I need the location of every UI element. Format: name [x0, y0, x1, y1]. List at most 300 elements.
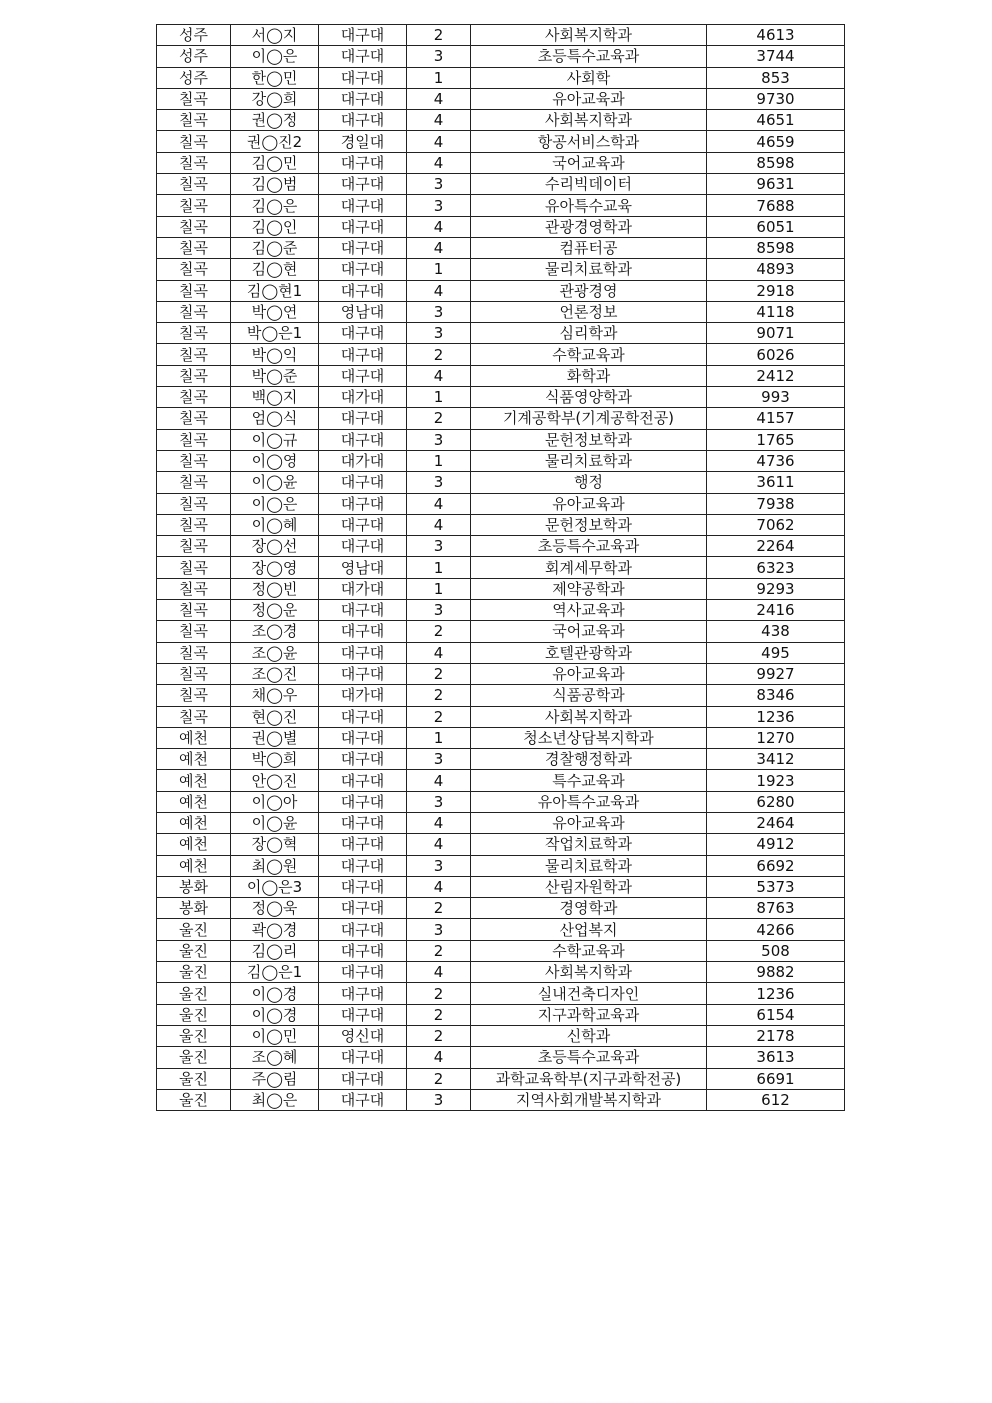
- university-cell: 대구대: [319, 88, 407, 109]
- department-cell: 행정: [471, 472, 707, 493]
- scholarship-list-sheet: [156, 24, 845, 1111]
- name-cell: 김◯현: [231, 259, 319, 280]
- department-cell: 화학과: [471, 365, 707, 386]
- name-cell: 정◯빈: [231, 578, 319, 599]
- department-cell: 지구과학교육과: [471, 1004, 707, 1025]
- region-cell: 성주: [157, 25, 231, 46]
- name-cell: 이◯규: [231, 429, 319, 450]
- table-row: [157, 578, 845, 599]
- region-cell: 예천: [157, 749, 231, 770]
- number-cell: 2416: [707, 600, 845, 621]
- name-cell: 이◯경: [231, 983, 319, 1004]
- department-cell: 물리치료학과: [471, 855, 707, 876]
- department-cell: 청소년상담복지학과: [471, 727, 707, 748]
- name-cell: 조◯진: [231, 663, 319, 684]
- region-cell: 칠곡: [157, 642, 231, 663]
- table-row: [157, 237, 845, 258]
- department-cell: 산림자원학과: [471, 876, 707, 897]
- department-cell: 기계공학부(기계공학전공): [471, 408, 707, 429]
- name-cell: 이◯영: [231, 450, 319, 471]
- name-cell: 박◯은1: [231, 323, 319, 344]
- university-cell: 영남대: [319, 557, 407, 578]
- university-cell: 대구대: [319, 195, 407, 216]
- grade-cell: 3: [407, 301, 471, 322]
- grade-cell: 3: [407, 749, 471, 770]
- department-cell: 실내건축디자인: [471, 983, 707, 1004]
- name-cell: 박◯연: [231, 301, 319, 322]
- grade-cell: 3: [407, 323, 471, 344]
- grade-cell: 4: [407, 876, 471, 897]
- university-cell: 대구대: [319, 429, 407, 450]
- grade-cell: 1: [407, 450, 471, 471]
- university-cell: 대구대: [319, 280, 407, 301]
- university-cell: 대가대: [319, 578, 407, 599]
- university-cell: 대구대: [319, 1068, 407, 1089]
- region-cell: 울진: [157, 1025, 231, 1046]
- name-cell: 김◯인: [231, 216, 319, 237]
- name-cell: 곽◯경: [231, 919, 319, 940]
- number-cell: 4266: [707, 919, 845, 940]
- region-cell: 칠곡: [157, 706, 231, 727]
- number-cell: 6280: [707, 791, 845, 812]
- table-row: [157, 152, 845, 173]
- university-cell: 대구대: [319, 237, 407, 258]
- department-cell: 사회학: [471, 67, 707, 88]
- table-row: [157, 898, 845, 919]
- department-cell: 작업치료학과: [471, 834, 707, 855]
- number-cell: 7938: [707, 493, 845, 514]
- number-cell: 3744: [707, 46, 845, 67]
- university-cell: 대구대: [319, 536, 407, 557]
- table-row: [157, 493, 845, 514]
- grade-cell: 1: [407, 557, 471, 578]
- table-row: [157, 472, 845, 493]
- name-cell: 채◯우: [231, 685, 319, 706]
- region-cell: 울진: [157, 983, 231, 1004]
- grade-cell: 1: [407, 387, 471, 408]
- department-cell: 유아교육과: [471, 493, 707, 514]
- grade-cell: 4: [407, 812, 471, 833]
- region-cell: 칠곡: [157, 493, 231, 514]
- name-cell: 이◯은: [231, 493, 319, 514]
- region-cell: 예천: [157, 770, 231, 791]
- region-cell: 예천: [157, 791, 231, 812]
- name-cell: 정◯욱: [231, 898, 319, 919]
- number-cell: 612: [707, 1089, 845, 1110]
- grade-cell: 4: [407, 834, 471, 855]
- region-cell: 성주: [157, 46, 231, 67]
- region-cell: 칠곡: [157, 387, 231, 408]
- table-row: [157, 727, 845, 748]
- department-cell: 역사교육과: [471, 600, 707, 621]
- name-cell: 김◯은: [231, 195, 319, 216]
- department-cell: 국어교육과: [471, 621, 707, 642]
- table-row: [157, 259, 845, 280]
- department-cell: 수학교육과: [471, 344, 707, 365]
- university-cell: 대구대: [319, 663, 407, 684]
- student-table-body: [157, 25, 845, 1111]
- grade-cell: 1: [407, 578, 471, 599]
- name-cell: 박◯준: [231, 365, 319, 386]
- department-cell: 유아교육과: [471, 88, 707, 109]
- department-cell: 국어교육과: [471, 152, 707, 173]
- name-cell: 이◯윤: [231, 472, 319, 493]
- region-cell: 칠곡: [157, 344, 231, 365]
- university-cell: 영신대: [319, 1025, 407, 1046]
- name-cell: 김◯현1: [231, 280, 319, 301]
- grade-cell: 4: [407, 110, 471, 131]
- number-cell: 2264: [707, 536, 845, 557]
- table-row: [157, 600, 845, 621]
- table-row: [157, 1047, 845, 1068]
- table-row: [157, 663, 845, 684]
- number-cell: 9882: [707, 962, 845, 983]
- table-row: [157, 557, 845, 578]
- department-cell: 호텔관광학과: [471, 642, 707, 663]
- department-cell: 식품공학과: [471, 685, 707, 706]
- grade-cell: 2: [407, 25, 471, 46]
- number-cell: 7062: [707, 514, 845, 535]
- department-cell: 사회복지학과: [471, 110, 707, 131]
- name-cell: 서◯지: [231, 25, 319, 46]
- region-cell: 칠곡: [157, 536, 231, 557]
- university-cell: 대구대: [319, 642, 407, 663]
- table-row: [157, 940, 845, 961]
- department-cell: 심리학과: [471, 323, 707, 344]
- grade-cell: 3: [407, 600, 471, 621]
- name-cell: 권◯정: [231, 110, 319, 131]
- name-cell: 주◯림: [231, 1068, 319, 1089]
- grade-cell: 4: [407, 493, 471, 514]
- table-row: [157, 621, 845, 642]
- number-cell: 8598: [707, 152, 845, 173]
- table-row: [157, 301, 845, 322]
- university-cell: 대구대: [319, 749, 407, 770]
- name-cell: 김◯은1: [231, 962, 319, 983]
- name-cell: 강◯희: [231, 88, 319, 109]
- university-cell: 대구대: [319, 408, 407, 429]
- table-row: [157, 216, 845, 237]
- grade-cell: 4: [407, 216, 471, 237]
- grade-cell: 3: [407, 919, 471, 940]
- department-cell: 문헌정보학과: [471, 429, 707, 450]
- university-cell: 대구대: [319, 770, 407, 791]
- university-cell: 대가대: [319, 685, 407, 706]
- department-cell: 문헌정보학과: [471, 514, 707, 535]
- grade-cell: 2: [407, 408, 471, 429]
- name-cell: 조◯경: [231, 621, 319, 642]
- number-cell: 4651: [707, 110, 845, 131]
- region-cell: 칠곡: [157, 472, 231, 493]
- department-cell: 수학교육과: [471, 940, 707, 961]
- university-cell: 대구대: [319, 259, 407, 280]
- number-cell: 9293: [707, 578, 845, 599]
- department-cell: 산업복지: [471, 919, 707, 940]
- university-cell: 대구대: [319, 46, 407, 67]
- name-cell: 이◯경: [231, 1004, 319, 1025]
- grade-cell: 4: [407, 642, 471, 663]
- number-cell: 4613: [707, 25, 845, 46]
- grade-cell: 3: [407, 472, 471, 493]
- region-cell: 칠곡: [157, 301, 231, 322]
- region-cell: 칠곡: [157, 429, 231, 450]
- grade-cell: 1: [407, 727, 471, 748]
- grade-cell: 4: [407, 280, 471, 301]
- university-cell: 대구대: [319, 898, 407, 919]
- university-cell: 대구대: [319, 876, 407, 897]
- number-cell: 3611: [707, 472, 845, 493]
- table-row: [157, 280, 845, 301]
- region-cell: 칠곡: [157, 557, 231, 578]
- name-cell: 박◯희: [231, 749, 319, 770]
- grade-cell: 2: [407, 1025, 471, 1046]
- name-cell: 엄◯식: [231, 408, 319, 429]
- region-cell: 예천: [157, 855, 231, 876]
- department-cell: 물리치료학과: [471, 259, 707, 280]
- grade-cell: 4: [407, 88, 471, 109]
- region-cell: 울진: [157, 1047, 231, 1068]
- table-row: [157, 770, 845, 791]
- name-cell: 김◯리: [231, 940, 319, 961]
- department-cell: 경찰행정학과: [471, 749, 707, 770]
- table-row: [157, 919, 845, 940]
- region-cell: 칠곡: [157, 259, 231, 280]
- region-cell: 칠곡: [157, 131, 231, 152]
- name-cell: 한◯민: [231, 67, 319, 88]
- grade-cell: 2: [407, 344, 471, 365]
- region-cell: 칠곡: [157, 514, 231, 535]
- number-cell: 495: [707, 642, 845, 663]
- grade-cell: 1: [407, 259, 471, 280]
- region-cell: 칠곡: [157, 621, 231, 642]
- grade-cell: 4: [407, 1047, 471, 1068]
- table-row: [157, 812, 845, 833]
- table-row: [157, 195, 845, 216]
- number-cell: 9730: [707, 88, 845, 109]
- name-cell: 최◯원: [231, 855, 319, 876]
- region-cell: 봉화: [157, 898, 231, 919]
- department-cell: 특수교육과: [471, 770, 707, 791]
- number-cell: 6691: [707, 1068, 845, 1089]
- university-cell: 대구대: [319, 152, 407, 173]
- university-cell: 영남대: [319, 301, 407, 322]
- name-cell: 이◯은: [231, 46, 319, 67]
- grade-cell: 3: [407, 429, 471, 450]
- number-cell: 6154: [707, 1004, 845, 1025]
- university-cell: 대구대: [319, 855, 407, 876]
- name-cell: 이◯윤: [231, 812, 319, 833]
- number-cell: 4157: [707, 408, 845, 429]
- number-cell: 6026: [707, 344, 845, 365]
- grade-cell: 2: [407, 621, 471, 642]
- table-row: [157, 46, 845, 67]
- region-cell: 칠곡: [157, 365, 231, 386]
- university-cell: 대가대: [319, 450, 407, 471]
- department-cell: 항공서비스학과: [471, 131, 707, 152]
- department-cell: 관광경영학과: [471, 216, 707, 237]
- name-cell: 이◯은3: [231, 876, 319, 897]
- grade-cell: 2: [407, 940, 471, 961]
- university-cell: 대구대: [319, 493, 407, 514]
- number-cell: 1236: [707, 983, 845, 1004]
- region-cell: 예천: [157, 812, 231, 833]
- grade-cell: 2: [407, 706, 471, 727]
- grade-cell: 2: [407, 1004, 471, 1025]
- department-cell: 언론정보: [471, 301, 707, 322]
- name-cell: 이◯민: [231, 1025, 319, 1046]
- table-row: [157, 323, 845, 344]
- university-cell: 대구대: [319, 706, 407, 727]
- number-cell: 9071: [707, 323, 845, 344]
- department-cell: 사회복지학과: [471, 25, 707, 46]
- department-cell: 컴퓨터공: [471, 237, 707, 258]
- region-cell: 성주: [157, 67, 231, 88]
- region-cell: 울진: [157, 1068, 231, 1089]
- grade-cell: 2: [407, 983, 471, 1004]
- department-cell: 사회복지학과: [471, 706, 707, 727]
- table-row: [157, 1068, 845, 1089]
- region-cell: 칠곡: [157, 408, 231, 429]
- department-cell: 초등특수교육과: [471, 536, 707, 557]
- university-cell: 대가대: [319, 387, 407, 408]
- department-cell: 유아교육과: [471, 663, 707, 684]
- name-cell: 권◯별: [231, 727, 319, 748]
- name-cell: 조◯윤: [231, 642, 319, 663]
- region-cell: 칠곡: [157, 195, 231, 216]
- grade-cell: 3: [407, 46, 471, 67]
- number-cell: 8763: [707, 898, 845, 919]
- department-cell: 식품영양학과: [471, 387, 707, 408]
- number-cell: 1270: [707, 727, 845, 748]
- table-row: [157, 110, 845, 131]
- grade-cell: 4: [407, 152, 471, 173]
- university-cell: 대구대: [319, 216, 407, 237]
- region-cell: 칠곡: [157, 578, 231, 599]
- name-cell: 최◯은: [231, 1089, 319, 1110]
- grade-cell: 4: [407, 770, 471, 791]
- number-cell: 4893: [707, 259, 845, 280]
- department-cell: 유아특수교육과: [471, 791, 707, 812]
- region-cell: 칠곡: [157, 323, 231, 344]
- university-cell: 대구대: [319, 812, 407, 833]
- table-row: [157, 855, 845, 876]
- name-cell: 김◯민: [231, 152, 319, 173]
- table-row: [157, 876, 845, 897]
- number-cell: 9927: [707, 663, 845, 684]
- university-cell: 대구대: [319, 472, 407, 493]
- student-table: [156, 24, 845, 1111]
- department-cell: 지역사회개발복지학과: [471, 1089, 707, 1110]
- name-cell: 현◯진: [231, 706, 319, 727]
- name-cell: 김◯준: [231, 237, 319, 258]
- department-cell: 초등특수교육과: [471, 46, 707, 67]
- name-cell: 권◯진2: [231, 131, 319, 152]
- department-cell: 물리치료학과: [471, 450, 707, 471]
- region-cell: 칠곡: [157, 216, 231, 237]
- department-cell: 유아특수교육: [471, 195, 707, 216]
- table-row: [157, 365, 845, 386]
- number-cell: 9631: [707, 174, 845, 195]
- number-cell: 3412: [707, 749, 845, 770]
- number-cell: 6051: [707, 216, 845, 237]
- grade-cell: 1: [407, 67, 471, 88]
- number-cell: 2464: [707, 812, 845, 833]
- number-cell: 2918: [707, 280, 845, 301]
- name-cell: 김◯범: [231, 174, 319, 195]
- university-cell: 대구대: [319, 344, 407, 365]
- table-row: [157, 536, 845, 557]
- table-row: [157, 344, 845, 365]
- number-cell: 993: [707, 387, 845, 408]
- number-cell: 853: [707, 67, 845, 88]
- number-cell: 2412: [707, 365, 845, 386]
- university-cell: 대구대: [319, 1004, 407, 1025]
- table-row: [157, 1089, 845, 1110]
- table-row: [157, 25, 845, 46]
- grade-cell: 4: [407, 514, 471, 535]
- region-cell: 칠곡: [157, 237, 231, 258]
- table-row: [157, 174, 845, 195]
- grade-cell: 3: [407, 195, 471, 216]
- university-cell: 대구대: [319, 110, 407, 131]
- grade-cell: 4: [407, 131, 471, 152]
- department-cell: 수리빅데이터: [471, 174, 707, 195]
- table-row: [157, 962, 845, 983]
- table-row: [157, 450, 845, 471]
- region-cell: 칠곡: [157, 450, 231, 471]
- number-cell: 1765: [707, 429, 845, 450]
- university-cell: 대구대: [319, 1089, 407, 1110]
- number-cell: 4659: [707, 131, 845, 152]
- name-cell: 박◯익: [231, 344, 319, 365]
- region-cell: 울진: [157, 940, 231, 961]
- grade-cell: 4: [407, 365, 471, 386]
- department-cell: 초등특수교육과: [471, 1047, 707, 1068]
- university-cell: 대구대: [319, 67, 407, 88]
- name-cell: 정◯운: [231, 600, 319, 621]
- university-cell: 대구대: [319, 983, 407, 1004]
- region-cell: 울진: [157, 919, 231, 940]
- region-cell: 울진: [157, 962, 231, 983]
- table-row: [157, 749, 845, 770]
- region-cell: 예천: [157, 834, 231, 855]
- table-row: [157, 685, 845, 706]
- table-row: [157, 131, 845, 152]
- table-row: [157, 514, 845, 535]
- table-row: [157, 67, 845, 88]
- university-cell: 경일대: [319, 131, 407, 152]
- university-cell: 대구대: [319, 621, 407, 642]
- university-cell: 대구대: [319, 1047, 407, 1068]
- table-row: [157, 834, 845, 855]
- department-cell: 유아교육과: [471, 812, 707, 833]
- university-cell: 대구대: [319, 791, 407, 812]
- department-cell: 회계세무학과: [471, 557, 707, 578]
- region-cell: 칠곡: [157, 174, 231, 195]
- region-cell: 칠곡: [157, 110, 231, 131]
- number-cell: 1923: [707, 770, 845, 791]
- grade-cell: 3: [407, 791, 471, 812]
- department-cell: 신학과: [471, 1025, 707, 1046]
- region-cell: 칠곡: [157, 600, 231, 621]
- number-cell: 6692: [707, 855, 845, 876]
- department-cell: 경영학과: [471, 898, 707, 919]
- grade-cell: 2: [407, 898, 471, 919]
- university-cell: 대구대: [319, 323, 407, 344]
- name-cell: 안◯진: [231, 770, 319, 791]
- department-cell: 제약공학과: [471, 578, 707, 599]
- name-cell: 장◯영: [231, 557, 319, 578]
